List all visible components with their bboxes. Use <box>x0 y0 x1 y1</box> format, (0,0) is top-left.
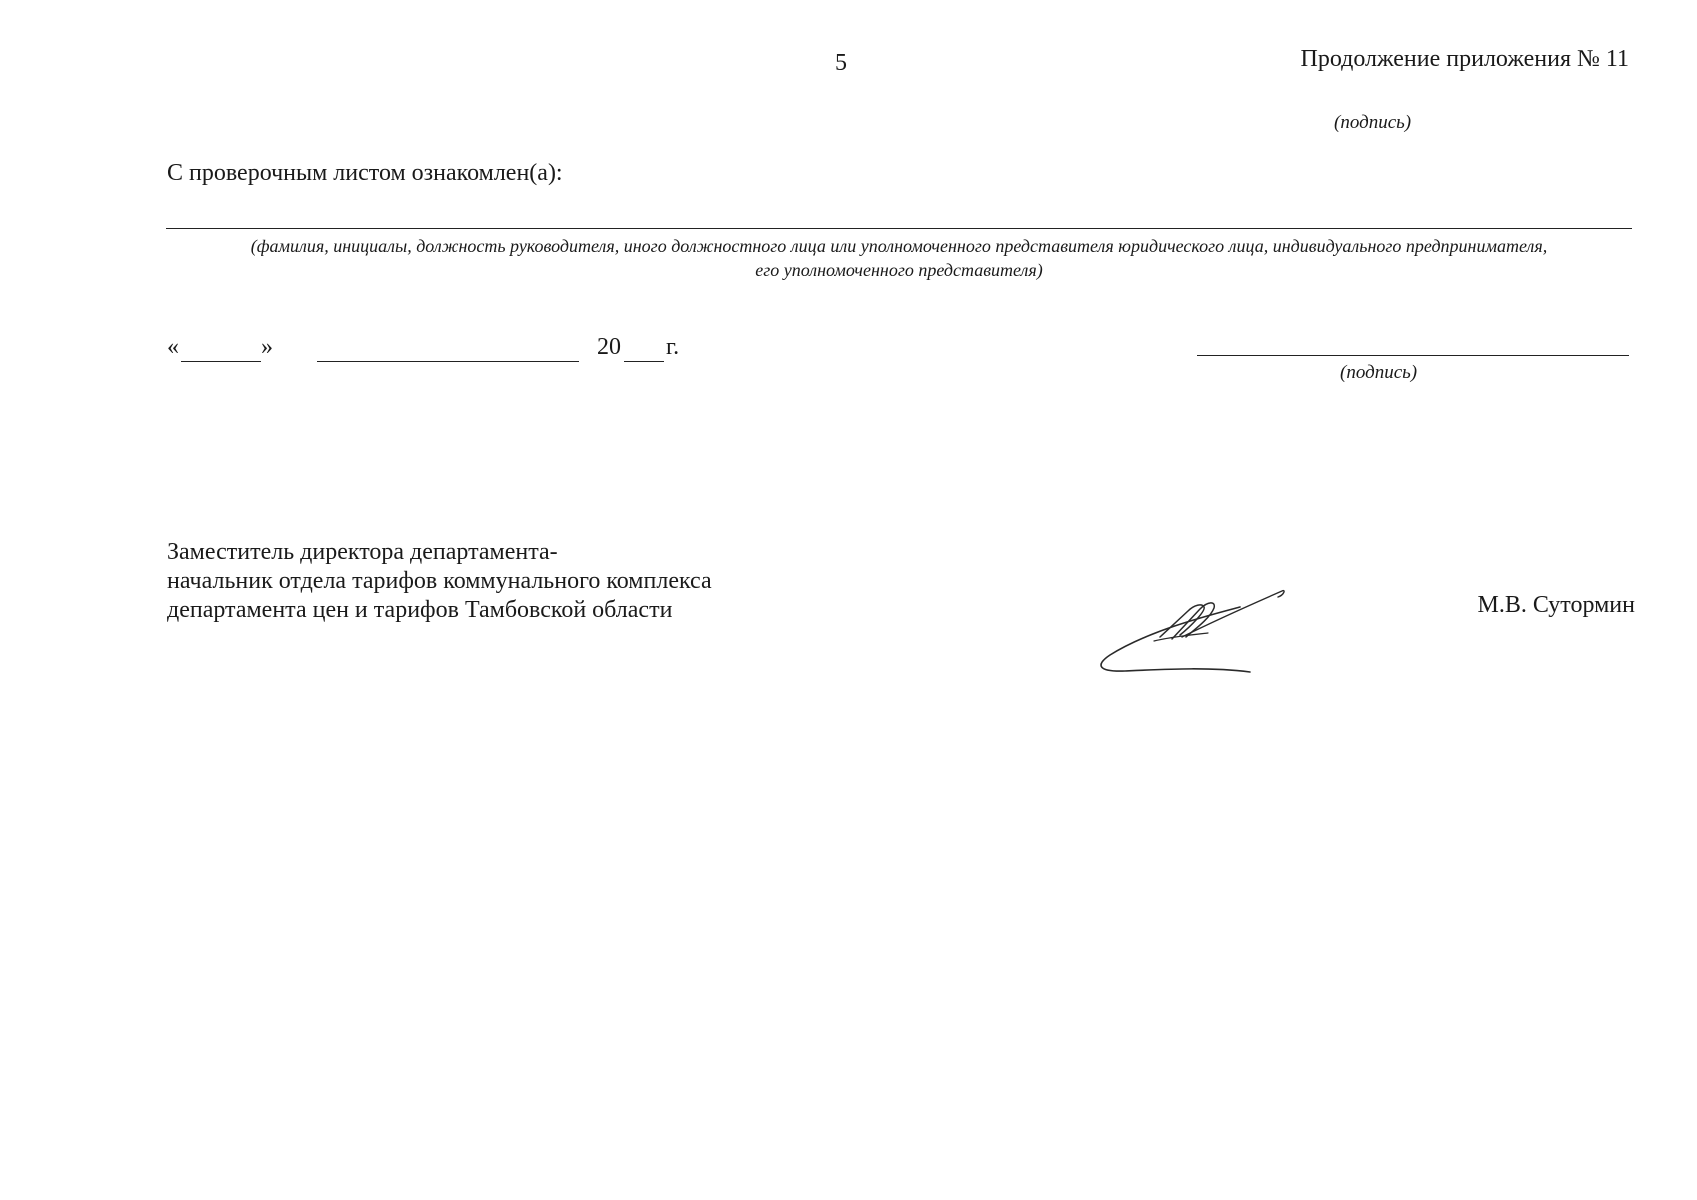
acquainted-caption-line-1: (фамилия, инициалы, должность руководителя, иного должностного лица или уполномоченного представителя юридического лица, индивидуального предпринимателя, <box>250 236 1548 256</box>
signature-caption: (подпись) <box>1340 362 1418 383</box>
signature-fill-line <box>1197 355 1629 356</box>
top-signature-caption: (подпись) <box>1334 112 1412 133</box>
date-open-quote: « <box>167 334 179 360</box>
handwritten-signature-icon <box>1090 575 1295 675</box>
appendix-title: Продолжение приложения № 11 <box>1300 46 1629 72</box>
official-title-line-2: начальник отдела тарифов коммунального комплекса <box>167 568 712 594</box>
date-close-quote: » <box>261 334 273 360</box>
date-day-blank <box>181 361 261 362</box>
date-year-blank <box>624 361 664 362</box>
official-title <box>167 538 712 625</box>
date-year-suffix: г. <box>666 334 680 360</box>
date-month-blank <box>317 361 579 362</box>
acquainted-label: С проверочным листом ознакомлен(а): <box>167 160 563 186</box>
official-title-line-1: Заместитель директора департамента- <box>167 539 558 565</box>
official-name: М.В. Сутормин <box>1477 592 1635 618</box>
official-title-line-3: департамента цен и тарифов Тамбовской области <box>167 597 673 623</box>
acquainted-caption-line-2: его уполномоченного представителя) <box>755 260 1043 280</box>
page-number: 5 <box>835 50 847 76</box>
acquainted-caption <box>166 234 1632 282</box>
date-year-prefix: 20 <box>597 334 621 360</box>
acquainted-fill-line <box>166 228 1632 229</box>
